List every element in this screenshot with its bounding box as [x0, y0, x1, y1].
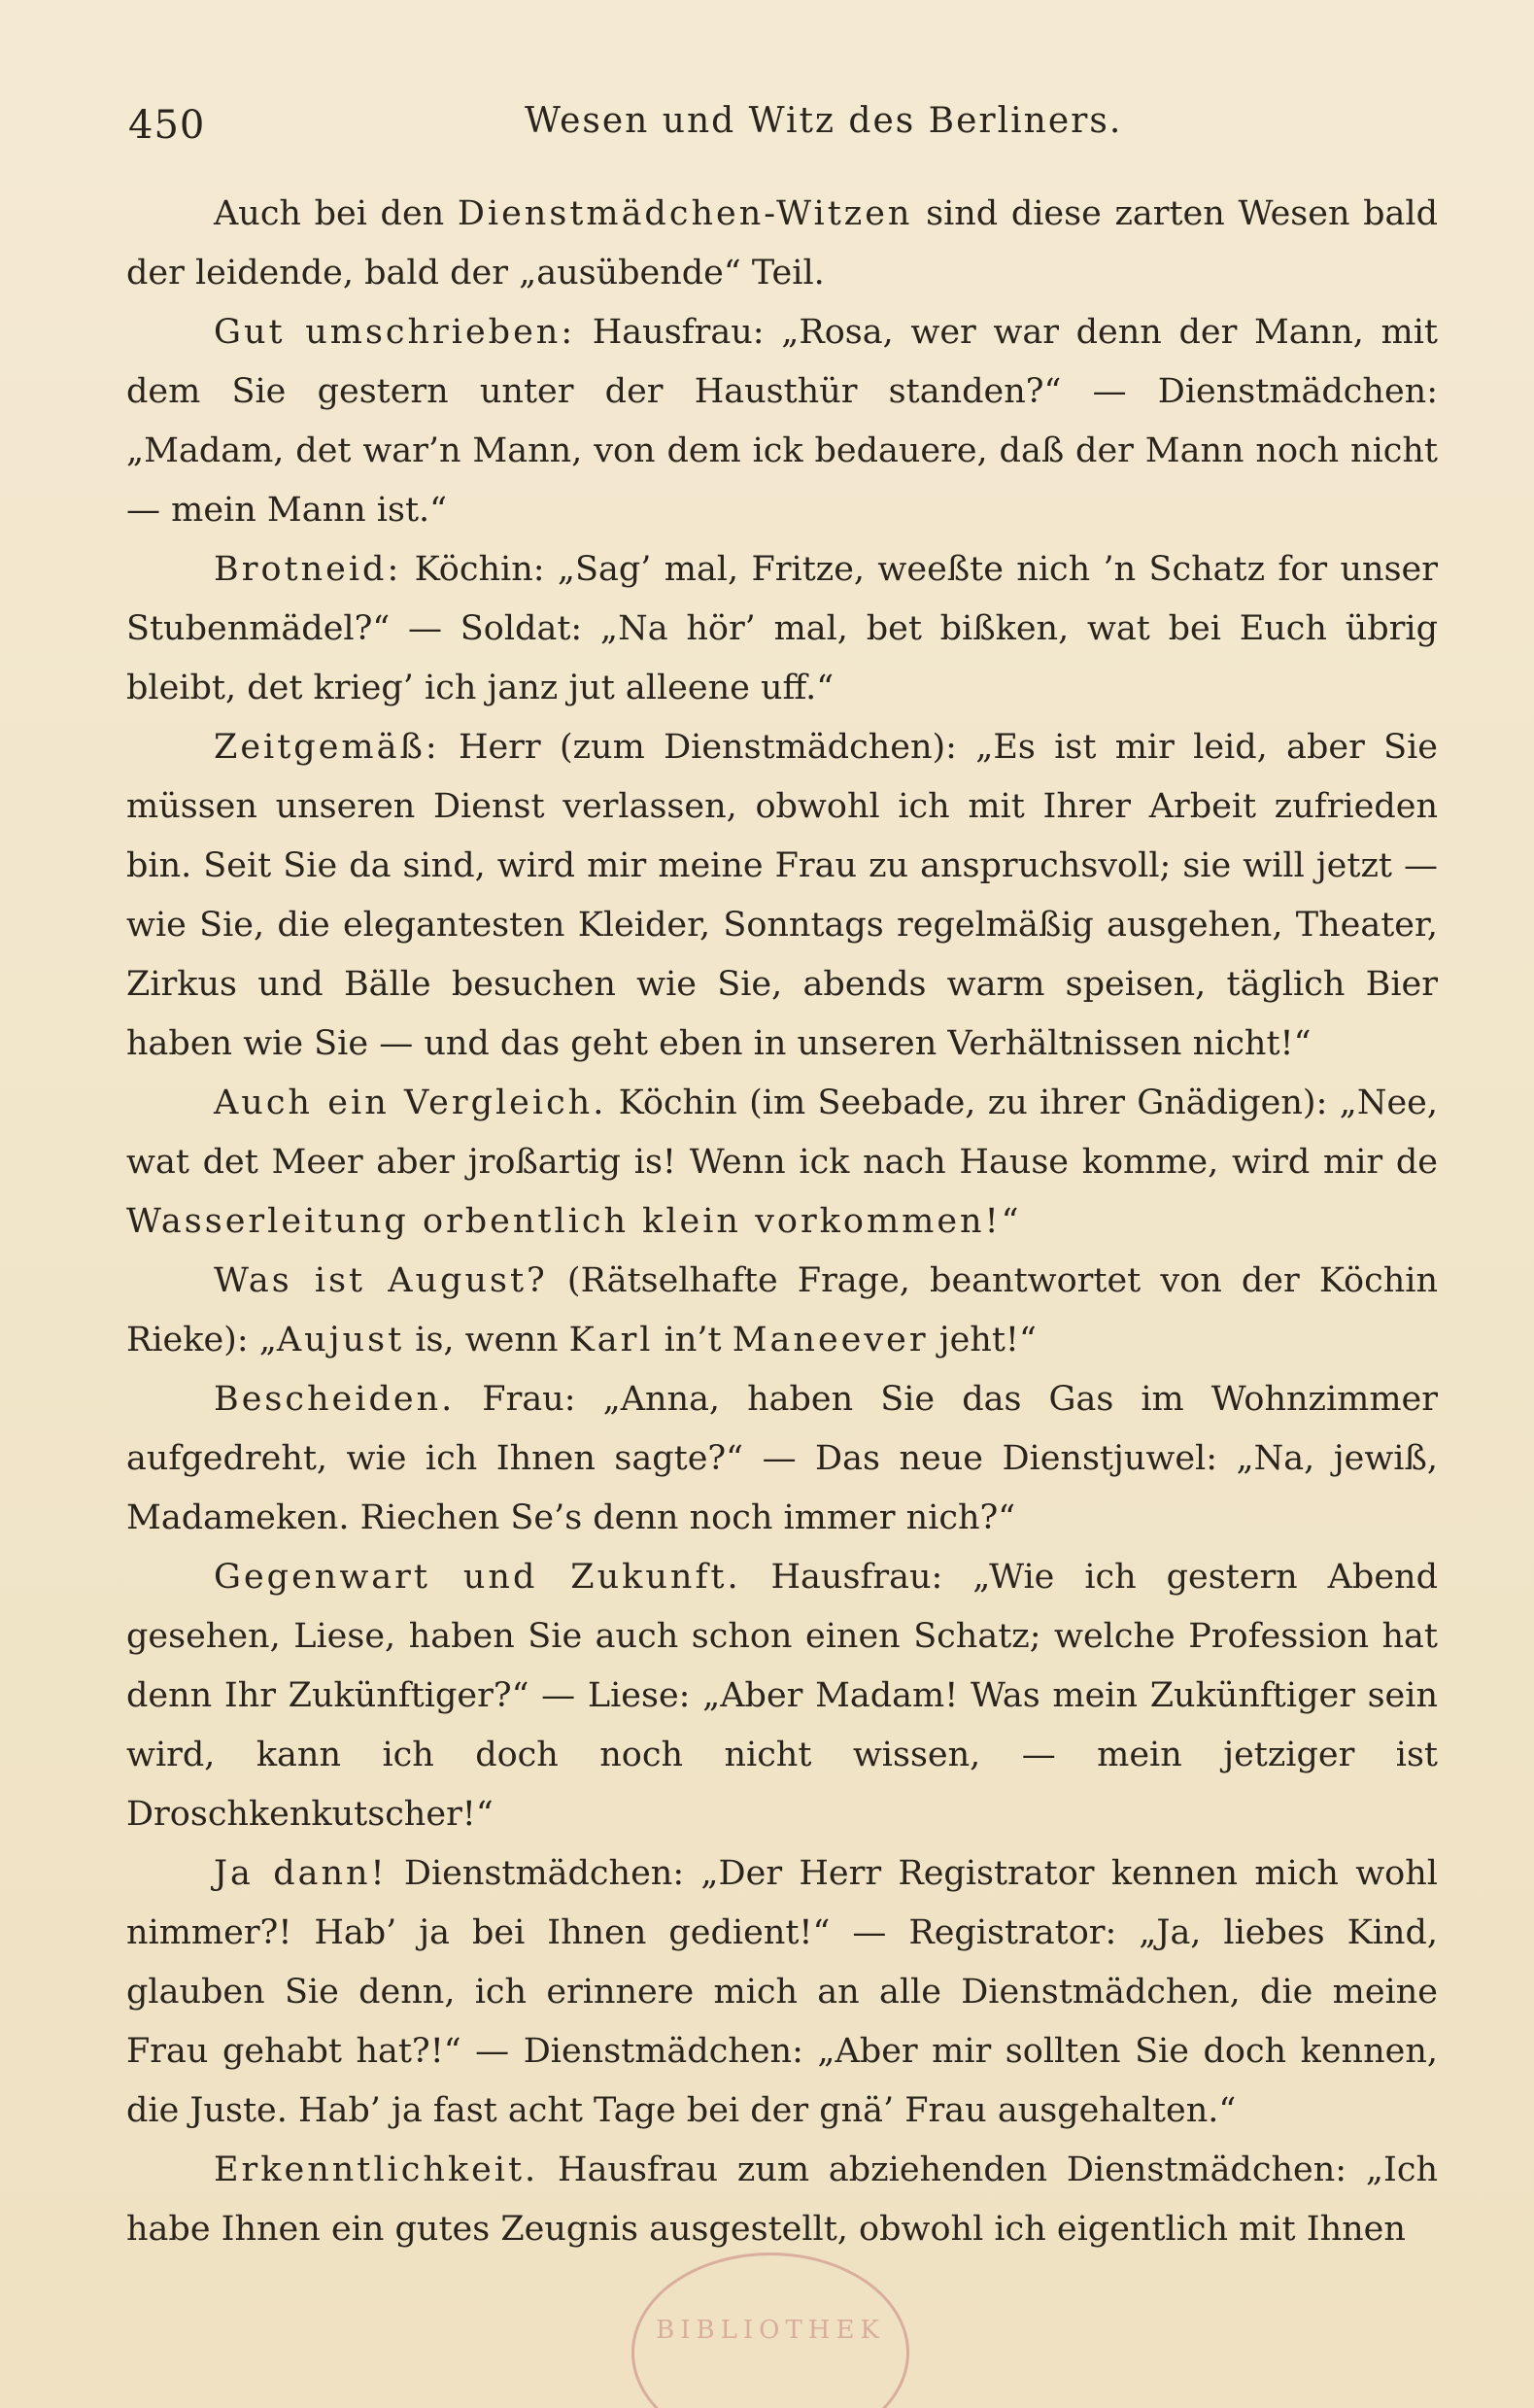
- paragraph: [126, 2141, 1438, 2259]
- paragraph-text: Frau: „Anna, haben Sie das Gas im Wohnzimmer aufgedreht, wie ich Ihnen sagte?“ — Das neue Dienstjuwel: „Na, jewiß, Madameken. Riechen Se’s denn noch immer nich?“: [126, 1380, 1438, 1537]
- spaced-keyword: Wasserleitung orbentlich klein vorkommen!: [126, 1202, 1002, 1241]
- paragraph: [126, 718, 1438, 1074]
- paragraph-text: is, wenn: [404, 1321, 569, 1359]
- paragraph: [126, 303, 1438, 540]
- paragraph-text: jeht!“: [928, 1321, 1037, 1359]
- spaced-keyword: Erkenntlichkeit.: [214, 2150, 539, 2189]
- spaced-keyword: Maneever: [732, 1321, 929, 1359]
- spaced-keyword: Gegenwart und Zukunft.: [214, 1558, 741, 1597]
- paragraph-text: Auch bei den: [214, 194, 458, 233]
- paragraph: [126, 185, 1438, 303]
- spaced-keyword: Zeitgemäß:: [214, 728, 440, 767]
- paragraph-text: (Rätselhafte Frage, beantwortet von der Köchin Rieke): „: [126, 1261, 1439, 1359]
- spaced-keyword: Bescheiden.: [214, 1380, 456, 1419]
- paragraph: [126, 1074, 1438, 1252]
- spaced-keyword: Aujust: [276, 1321, 405, 1359]
- paragraph-text: Köchin: „Sag’ mal, Fritze, weeßte nich ’n Schatz for unser Stubenmädel?“ — Soldat: „Na hör’ mal, bet bißken, wat bei Euch übrig bleibt, det krieg’ ich janz jut alleene uff.“: [126, 550, 1438, 707]
- spaced-keyword: Auch ein Vergleich.: [214, 1084, 607, 1122]
- paragraph-text: Dienstmädchen: „Der Herr Registrator kennen mich wohl nimmer?! Hab’ ja bei Ihnen gedient!“ — Registrator: „Ja, liebes Kind, glauben Sie denn, ich erinnere mich an alle Dienstmädchen, die meine Frau gehabt hat?!“ — Dienstmädchen: „Aber mir sollten Sie doch kennen, die Juste. Hab’ ja fast acht Tage bei der gnä’ Frau ausgehalten.“: [126, 1854, 1438, 2130]
- spaced-keyword: Ja dann!: [214, 1854, 388, 1893]
- spaced-keyword: Was ist August?: [214, 1261, 548, 1300]
- paragraph-text: Hausfrau zum abziehenden Dienstmädchen: „Ich habe Ihnen ein gutes Zeugnis ausgestellt, obwohl ich eigentlich mit Ihnen: [126, 2150, 1438, 2249]
- paragraph: [126, 1548, 1438, 1844]
- paragraph-text: Hausfrau: „Wie ich gestern Abend gesehen, Liese, haben Sie auch schon einen Schatz; welche Profession hat denn Ihr Zukünftiger?“ — Liese: „Aber Madam! Was mein Zukünftiger sein wird, kann ich doch noch nicht wissen, — mein jetziger ist Droschkenkutscher!“: [126, 1558, 1438, 1834]
- paragraph-text: in’t: [653, 1321, 733, 1359]
- paragraph: [126, 1844, 1438, 2141]
- paragraph: [126, 1252, 1438, 1370]
- paragraph: [126, 1370, 1438, 1548]
- spaced-keyword: Karl: [568, 1321, 654, 1359]
- paragraph: [126, 540, 1438, 718]
- spaced-keyword: Dienstmädchen-Witzen: [457, 194, 913, 233]
- stamp-text: BIBLIOTHEK: [656, 2316, 885, 2345]
- paragraph-text: Köchin (im Seebade, zu ihrer Gnädigen): „Nee, wat det Meer aber jroßartig is! Wenn ick nach Hause komme, wird mir de: [126, 1084, 1438, 1182]
- body-text: [126, 185, 1438, 2259]
- paragraph-text: sind diese zarten Wesen bald der leidende, bald der „ausübende“ Teil.: [126, 194, 1438, 292]
- paragraph-text: Herr (zum Dienstmädchen): „Es ist mir leid, aber Sie müssen unseren Dienst verlassen, obwohl ich mit Ihrer Arbeit zufrieden bin. Seit Sie da sind, wird mir meine Frau zu anspruchsvoll; sie will jetzt — wie Sie, die elegantesten Kleider, Sonntags regelmäßig ausgehen, Theater, Zirkus und Bälle besuchen wie Sie, abends warm speisen, täglich Bier haben wie Sie — und das geht eben in unseren Verhältnissen nicht!“: [126, 728, 1438, 1063]
- paragraph-text: “: [1001, 1202, 1019, 1241]
- page-number: 450: [128, 103, 206, 148]
- spaced-keyword: Brotneid:: [214, 550, 402, 589]
- library-stamp: [631, 2253, 909, 2408]
- spaced-keyword: Gut umschrieben:: [214, 313, 576, 352]
- paragraph-text: Hausfrau: „Rosa, wer war denn der Mann, mit dem Sie gestern unter der Hausthür standen?“ — Dienstmädchen: „Madam, det war’n Mann, von dem ick bedauere, daß der Mann noch nicht — mein Mann ist.“: [126, 313, 1438, 530]
- running-title: Wesen und Witz des Berliners.: [525, 101, 1123, 141]
